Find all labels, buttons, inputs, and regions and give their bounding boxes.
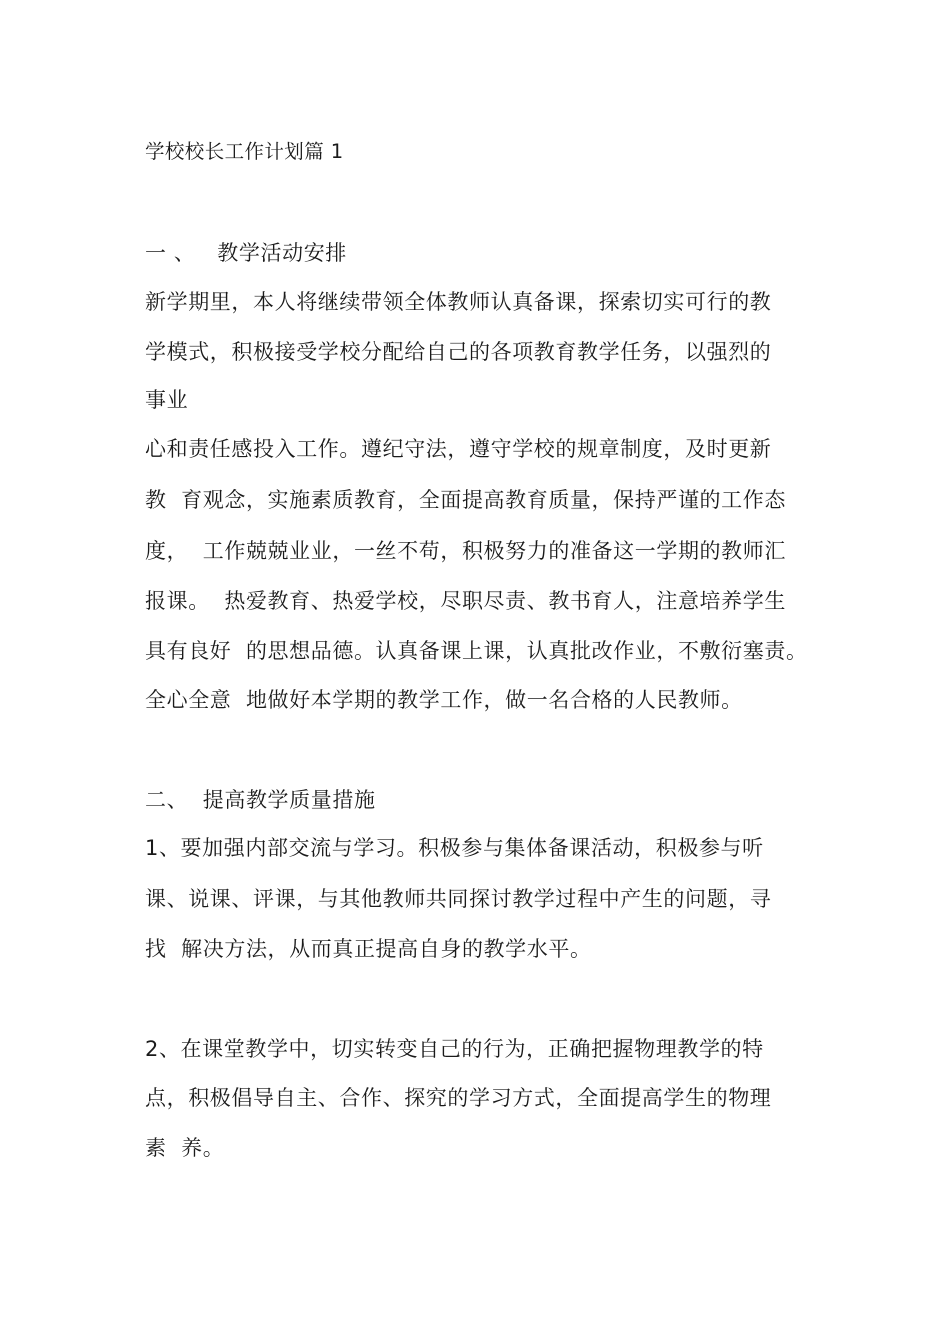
section-1-line: 新学期里，本人将继续带领全体教师认真备课，探索切实可行的教 — [145, 290, 772, 314]
section-2-item-1-line: 找 解决方法，从而真正提高自身的教学水平。 — [145, 937, 592, 961]
section-1-line: 全心全意 地做好本学期的教学工作，做一名合格的人民教师。 — [145, 688, 743, 712]
section-1-line: 报课。 热爱教育、热爱学校，尽职尽责、教书育人，注意培养学生 — [145, 589, 786, 613]
section-1-line: 教 育观念，实施素质教育，全面提高教育质量，保持严谨的工作态 — [145, 488, 786, 512]
section-2-item-1-line: 1、要加强内部交流与学习。积极参与集体备课活动，积极参与听 — [145, 836, 764, 860]
section-2-item-2-line: 点，积极倡导自主、合作、探究的学习方式，全面提高学生的物理 — [145, 1086, 772, 1110]
section-2-heading: 二、 提高教学质量措施 — [145, 788, 376, 812]
section-2-item-1-line: 课、说课、评课，与其他教师共同探讨教学过程中产生的问题，寻 — [145, 887, 772, 911]
section-2-item-2-line: 素 养。 — [145, 1136, 225, 1160]
section-1-line: 事业 — [145, 388, 189, 412]
section-1-line: 心和责任感投入工作。遵纪守法，遵守学校的规章制度，及时更新 — [145, 437, 772, 461]
section-2-item-2-line: 2、在课堂教学中，切实转变自己的行为，正确把握物理教学的特 — [145, 1037, 764, 1061]
document-title: 学校校长工作计划篇 1 — [145, 140, 344, 163]
section-1-line: 学模式，积极接受学校分配给自己的各项教育教学任务，以强烈的 — [145, 340, 772, 364]
section-1-line: 度， 工作兢兢业业，一丝不苟，积极努力的准备这一学期的教师汇 — [145, 539, 786, 563]
section-1-heading: 一 、 教学活动安排 — [145, 241, 347, 265]
section-1-line: 具有良好 的思想品德。认真备课上课，认真批改作业，不敷衍塞责。 — [145, 639, 808, 663]
